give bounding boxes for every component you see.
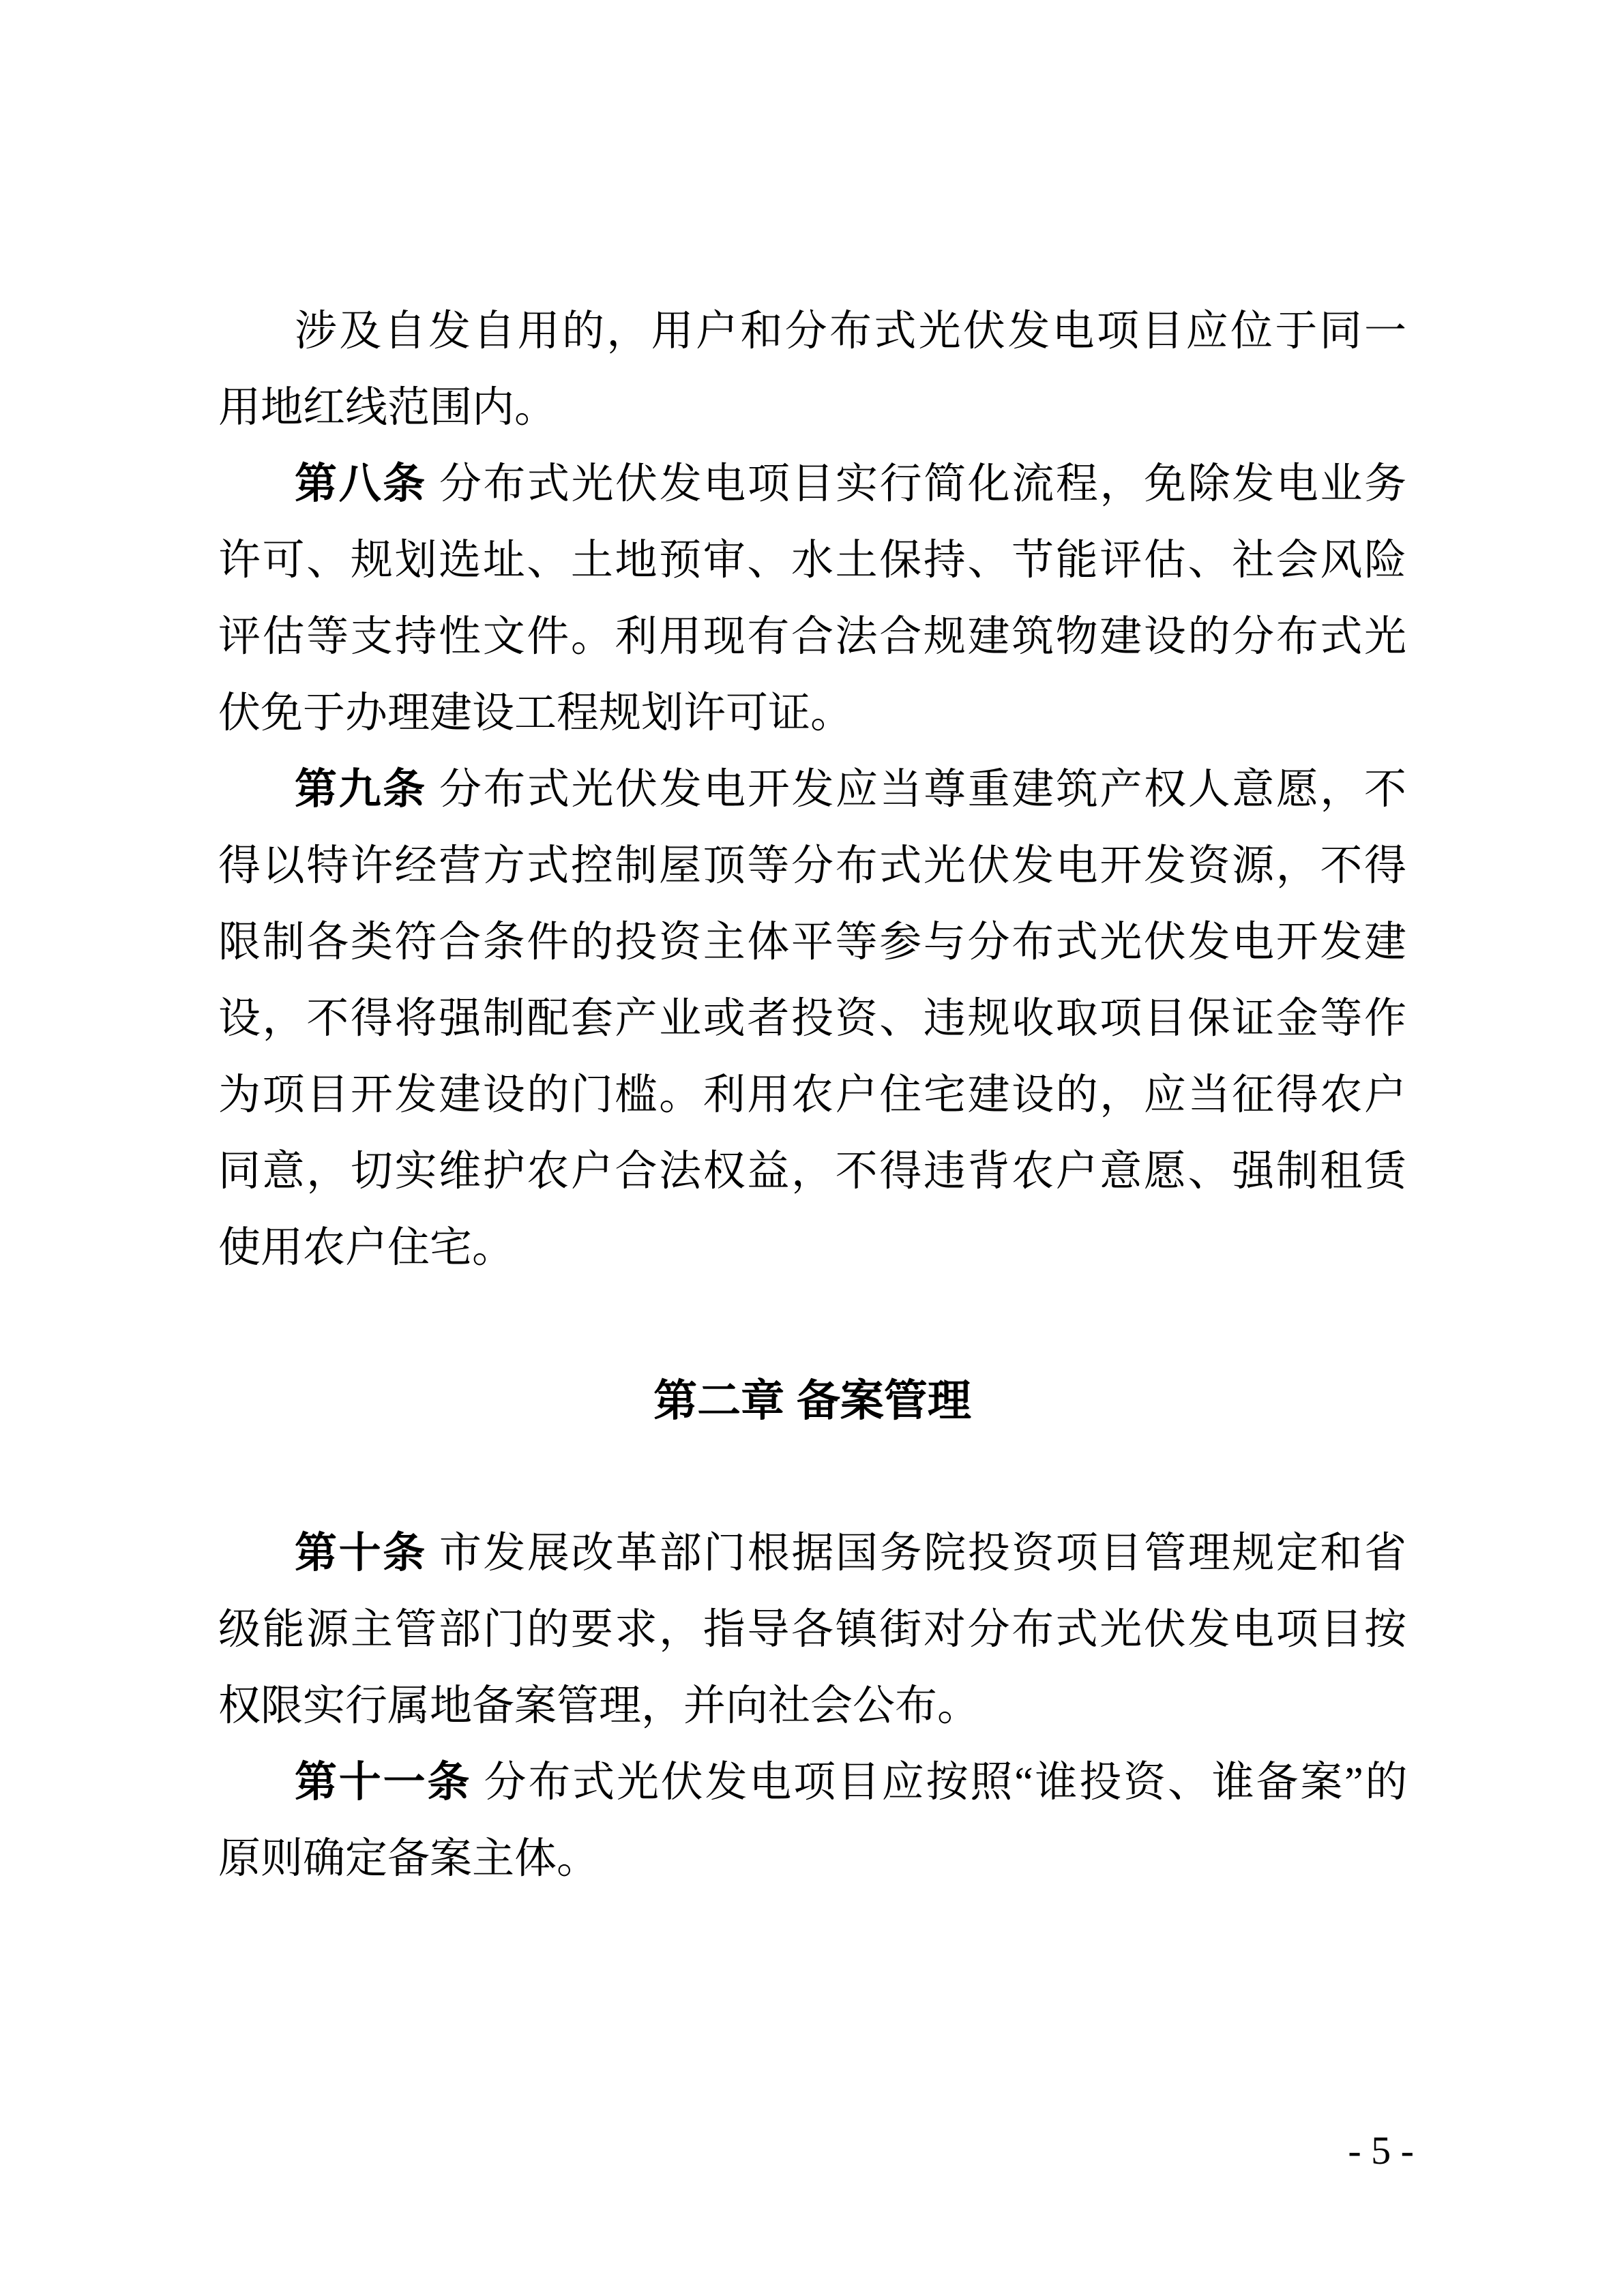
text-line	[218, 1210, 1406, 1286]
line-text: 限制各类符合条件的投资主体平等参与分布式光伏发电开发建	[218, 919, 1406, 966]
article-term: 第九条	[295, 766, 427, 813]
paragraph-article-11	[218, 1744, 1406, 1897]
text-line	[218, 370, 1406, 446]
article-term: 第八条	[295, 461, 427, 507]
text-line	[218, 1668, 1406, 1744]
line-text: 分布式光伏发电开发应当尊重建筑产权人意愿，不	[426, 766, 1406, 813]
text-line	[218, 828, 1406, 904]
text-line	[218, 981, 1406, 1057]
text-line	[218, 751, 1406, 828]
line-text: 市发展改革部门根据国务院投资项目管理规定和省	[426, 1530, 1406, 1577]
line-text: 使用农户住宅。	[218, 1225, 515, 1271]
text-line	[218, 1592, 1406, 1668]
text-line	[218, 904, 1406, 981]
line-text: 权限实行属地备案管理，并向社会公布。	[218, 1683, 980, 1729]
article-term: 第十一条	[295, 1759, 472, 1806]
text-line	[218, 1821, 1406, 1897]
document-body	[218, 293, 1406, 1897]
paragraph-article-10	[218, 1515, 1406, 1744]
line-text: 许可、规划选址、土地预审、水土保持、节能评估、社会风险	[218, 537, 1406, 584]
paragraph-article-9	[218, 751, 1406, 1286]
text-line	[218, 1057, 1406, 1133]
line-text: 用地红线范围内。	[218, 385, 557, 431]
text-line	[218, 522, 1406, 599]
article-term: 第十条	[295, 1530, 427, 1577]
text-line	[218, 599, 1406, 675]
text-line	[218, 675, 1406, 751]
chapter-heading: 第二章 备案管理	[653, 1376, 971, 1425]
line-text: 得以特许经营方式控制屋顶等分布式光伏发电开发资源，不得	[218, 843, 1406, 889]
line-text: 设，不得将强制配套产业或者投资、违规收取项目保证金等作	[218, 996, 1406, 1042]
page-number: - 5 -	[1348, 2128, 1414, 2173]
line-text: 伏免于办理建设工程规划许可证。	[218, 690, 853, 736]
text-line	[218, 1744, 1406, 1821]
text-line	[218, 293, 1406, 370]
line-text: 分布式光伏发电项目应按照“谁投资、谁备案”的	[471, 1759, 1406, 1806]
line-text: 为项目开发建设的门槛。利用农户住宅建设的，应当征得农户	[218, 1072, 1406, 1118]
line-text: 原则确定备案主体。	[218, 1836, 600, 1882]
line-text: 同意，切实维护农户合法权益，不得违背农户意愿、强制租赁	[218, 1148, 1406, 1195]
paragraph-continuation	[218, 293, 1406, 446]
line-text: 级能源主管部门的要求，指导各镇街对分布式光伏发电项目按	[218, 1607, 1406, 1653]
line-text: 评估等支持性文件。利用现有合法合规建筑物建设的分布式光	[218, 614, 1406, 660]
text-line	[218, 1133, 1406, 1210]
text-line	[218, 446, 1406, 522]
text-line	[218, 1515, 1406, 1592]
line-text: 涉及自发自用的，用户和分布式光伏发电项目应位于同一	[295, 308, 1406, 355]
paragraph-article-8	[218, 446, 1406, 751]
line-text: 分布式光伏发电项目实行简化流程，免除发电业务	[426, 461, 1406, 507]
